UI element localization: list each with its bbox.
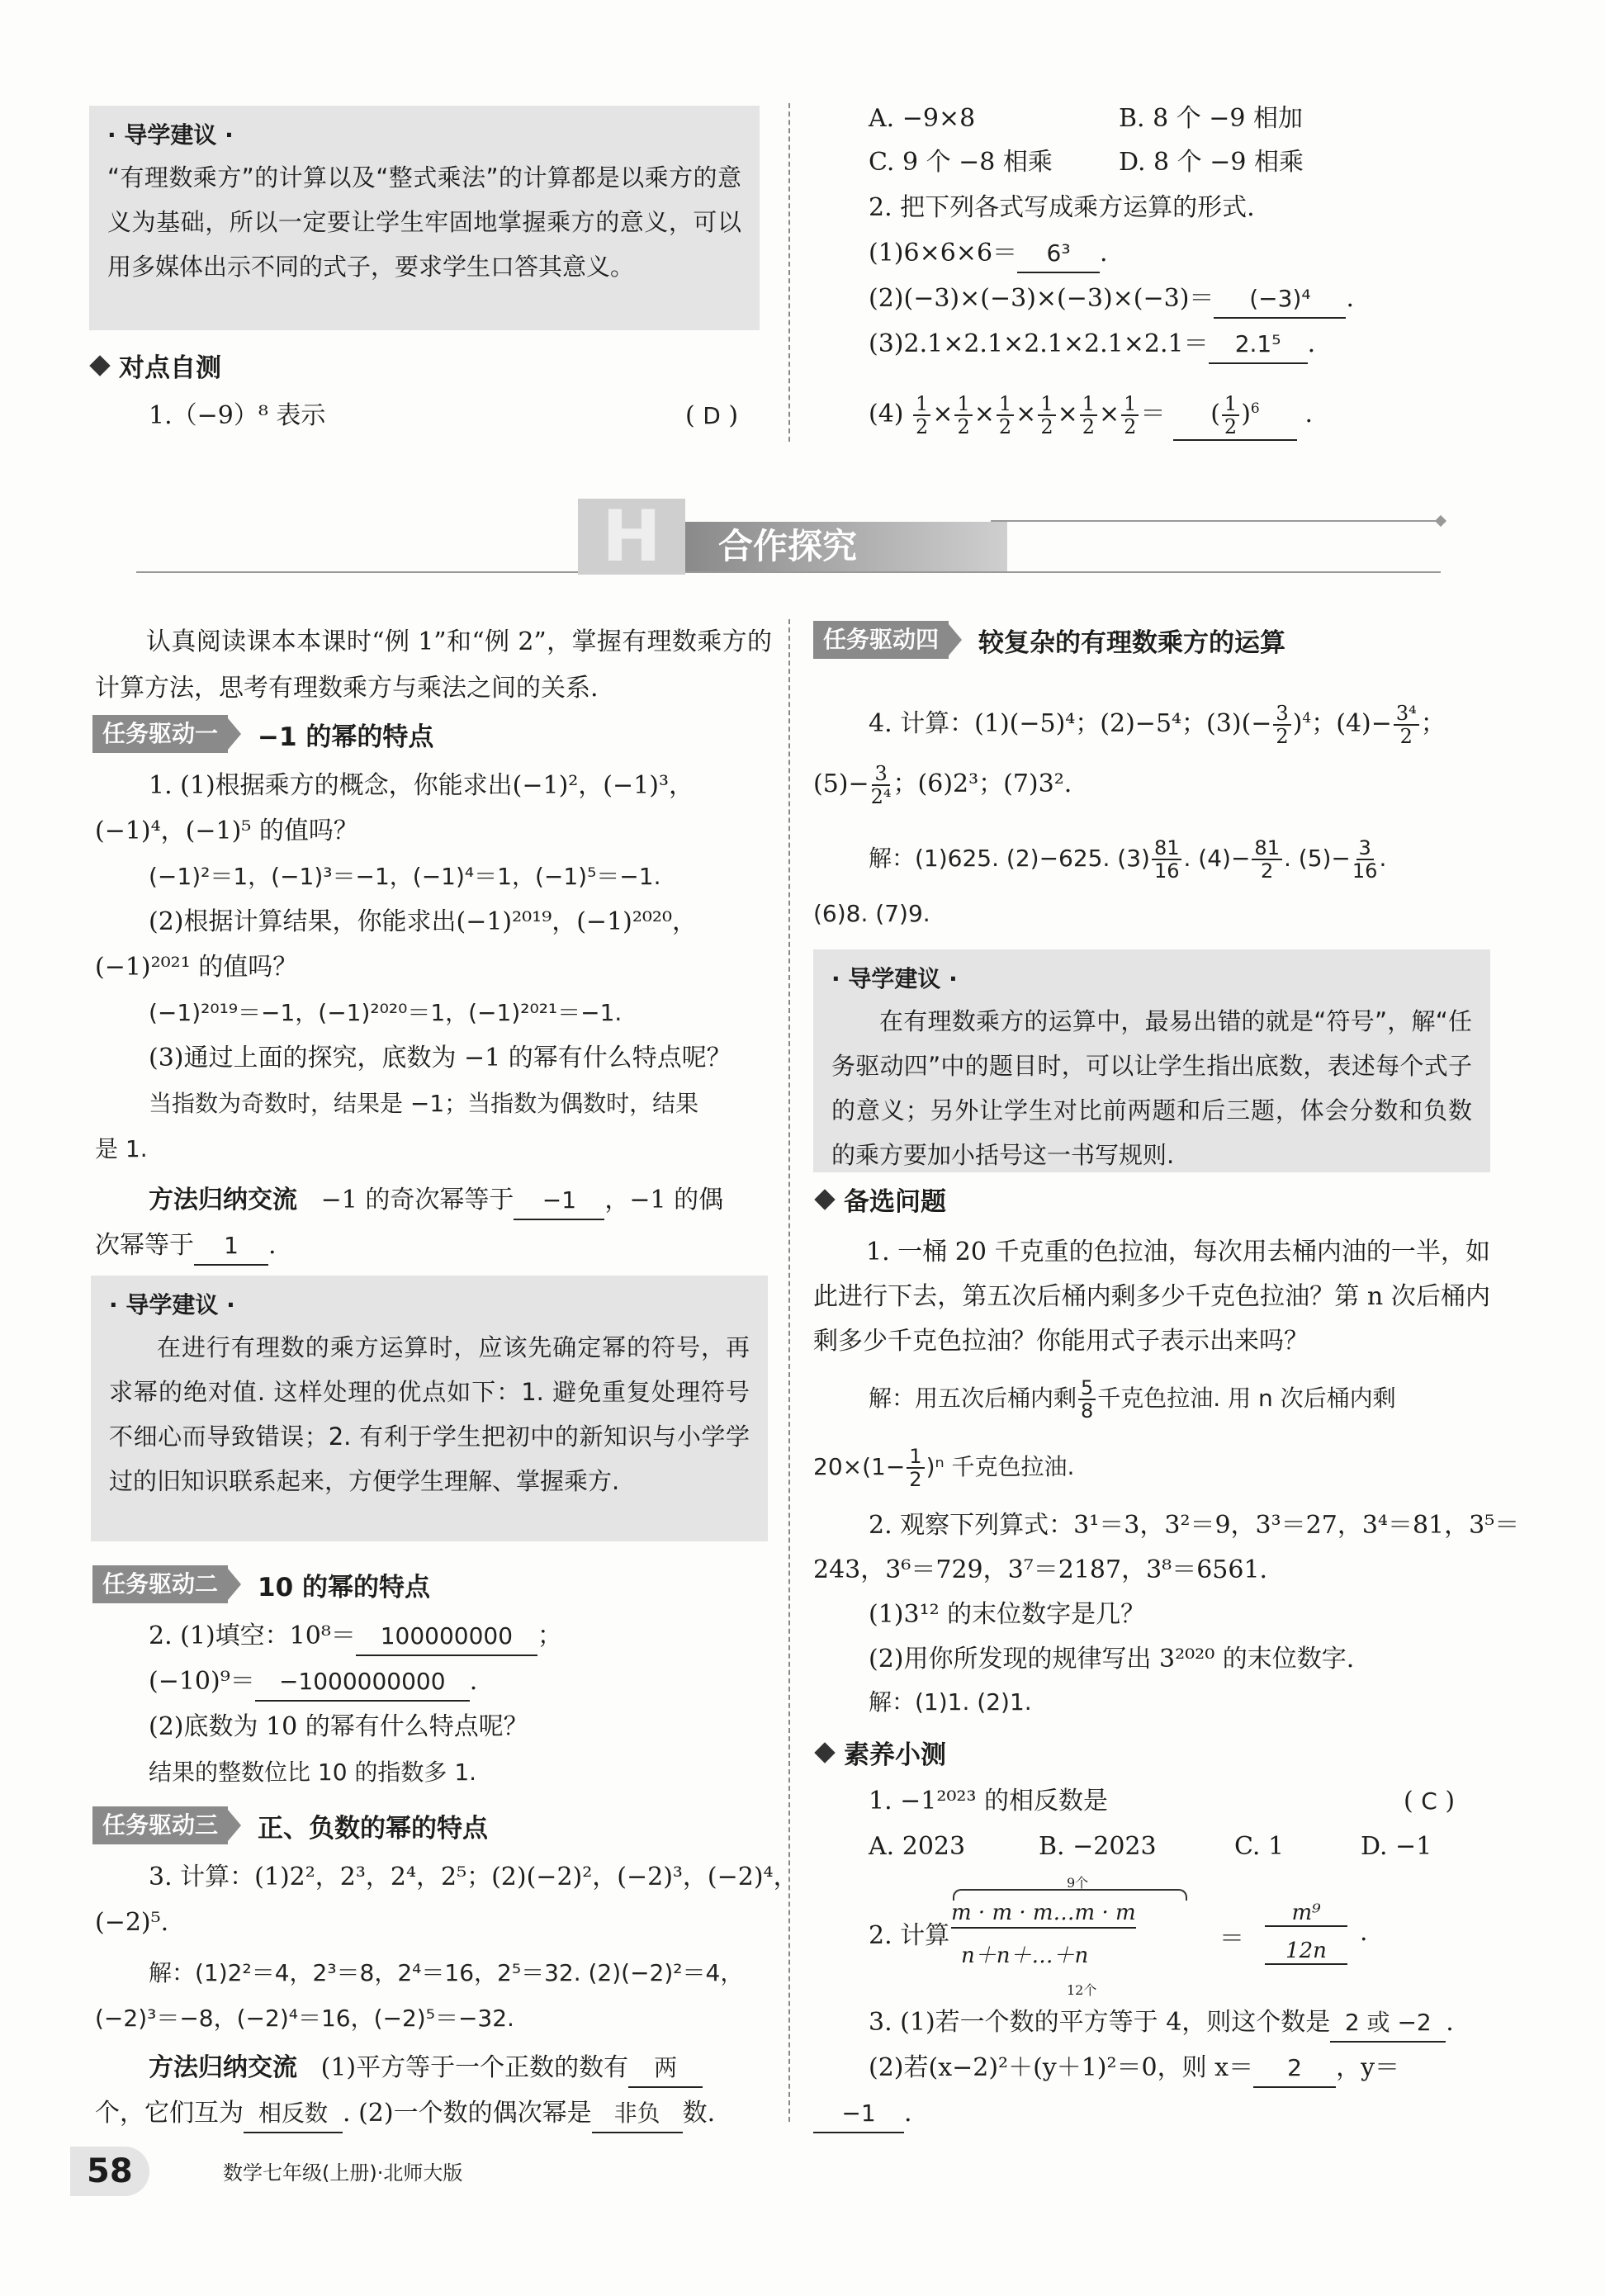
t3-ab: (−2)³＝−8，(−2)⁴＝16，(−2)⁵＝−32. [95, 2005, 514, 2032]
method2: 方法归纳交流 (1)平方等于一个正数的数有 两 [149, 2050, 703, 2088]
t3-a: 解：(1)2²＝4，2³＝8，2⁴＝16，2⁵＝32. (2)(−2)²＝4， [149, 1959, 744, 1986]
self-test-q1-answer: ( D ) [685, 401, 739, 430]
t1-q3: (3)通过上面的探究，底数为 −1 的幂有什么特点呢？ [149, 1044, 731, 1072]
guide-box-top [89, 106, 760, 330]
q2-1: (1)6×6×6＝ 6³ . [869, 235, 1108, 273]
backup-q2: 2. 观察下列算式：3¹＝3，3²＝9，3³＝27，3⁴＝81，3⁵＝ [869, 1511, 1520, 1540]
t2-q1b: (−10)⁹＝ −1000000000 . [149, 1664, 477, 1702]
guide-box-2: · 导学建议 · 在进行有理数的乘方运算时，应该先确定幂的符号，再求幂的绝对值. 这样处理的优点如下：1. 避免重复处理符号不细心而导致错误；2. 有利于学生把初中的新知识与小学学过的旧知识联系起来，方便学生理解、掌握乘方. [91, 1276, 768, 1541]
backup-q1: 1. 一桶 20 千克重的色拉油，每次用去桶内油的一半，如此进行下去，第五次后桶内剩多少千克色拉油？第 n 次后桶内剩多少千克色拉油？你能用式子表示出来吗？ [813, 1238, 1490, 1356]
t1-q1b: (−1)⁴，(−1)⁵ 的值吗？ [95, 817, 358, 845]
guide-title: · 导学建议 · [107, 121, 234, 149]
t2-a2: 结果的整数位比 10 的指数多 1. [149, 1759, 477, 1786]
choice-d: D. 8 个 −9 相乘 [1119, 148, 1304, 177]
backup-heading: 备选问题 [817, 1181, 946, 1218]
choice-a: A. −9×8 [869, 104, 976, 133]
choice-c: C. 9 个 −8 相乘 [869, 148, 1053, 177]
task4-header: 任务驱动四 较复杂的有理数乘方的运算 [813, 621, 1285, 659]
t4-qb: (5)− $\frac{3}{\text{2⁴}}$ ；(6)2³；(7)3². [813, 762, 1072, 808]
t1-a2: (−1)²⁰¹⁹＝−1，(−1)²⁰²⁰＝1，(−1)²⁰²¹＝−1. [149, 999, 623, 1026]
t1-a1: (−1)²＝1，(−1)³＝−1，(−1)⁴＝1，(−1)⁵＝−1. [149, 863, 661, 890]
banner-rule [136, 571, 1441, 573]
task3-header: 任务驱动三 正、负数的幂的特点 [92, 1806, 488, 1844]
column-divider-main [788, 619, 790, 2122]
column-divider-top [788, 103, 790, 442]
banner-title: 合作探究 [685, 522, 1007, 571]
quality-q1-answer: ( C ) [1404, 1787, 1456, 1815]
choice-b: B. 8 个 −9 相加 [1119, 104, 1304, 133]
backup-q2b: 243，3⁶＝729，3⁷＝2187，3⁸＝6561. [813, 1555, 1268, 1584]
t1-q2: (2)根据计算结果，你能求出(−1)²⁰¹⁹，(−1)²⁰²⁰， [149, 907, 697, 936]
q2-4: (4) $\frac{1}{2}$ × $\frac{1}{2}$ × $\frac{1}{2}$ × $\frac{1}{2}$ × $\frac{1}{2}$ × $\frac{1}{2}$ ＝ ( $\frac{1}{2}$ )$^6$ . [869, 384, 1313, 441]
quality-q3-2b: −1 . [813, 2095, 912, 2133]
t1-a3b: 是 1. [95, 1135, 148, 1162]
diamond-icon [814, 1189, 835, 1210]
t3-q: 3. 计算：(1)2²，2³，2⁴，2⁵；(2)(−2)²，(−2)³，(−2)⁴， [149, 1863, 798, 1891]
backup-a1: 解：用五次后桶内剩 $\frac{5}{8}$ 千克色拉油. 用 n 次后桶内剩 [869, 1376, 1396, 1423]
guide-box-3: · 导学建议 · 在有理数乘方的运算中，最易出错的就是“符号”，解“任务驱动四”中的题目时，可以让学生指出底数，表述每个式子的意义；另外让学生对比前两题和后三题，体会分数和负数的乘方要加小括号这一书写规则. [813, 949, 1490, 1172]
quality-q2: 2. 计算 9个 m · m · m…m · m n＋n＋…＋n 12个 ＝ m⁹ 12n . [869, 1875, 1368, 1998]
task2-header: 任务驱动二 10 的幂的特点 [92, 1565, 430, 1603]
q2-3: (3)2.1×2.1×2.1×2.1×2.1＝ 2.1⁵ . [869, 326, 1315, 364]
banner-h-icon: H [578, 499, 685, 575]
q2-2: (2)(−3)×(−3)×(−3)×(−3)＝ (−3)⁴ . [869, 281, 1354, 319]
t3-qb: (−2)⁵. [95, 1908, 169, 1937]
quality-heading: 素养小测 [817, 1734, 946, 1771]
left-intro: 认真阅读课本本课时“例 1”和“例 2”，掌握有理数乘方的计算方法，思考有理数乘方与乘法之间的关系. [95, 627, 772, 703]
quality-q3-2: (2)若(x−2)²＋(y＋1)²＝0，则 x＝ 2 ，y＝ [869, 2050, 1399, 2088]
backup-q2-1: (1)3¹² 的末位数字是几？ [869, 1600, 1146, 1629]
quality-choice-c: C. 1 [1234, 1832, 1285, 1861]
quality-choice-b: B. −2023 [1039, 1832, 1157, 1861]
banner-rule-top [991, 520, 1441, 522]
t4-q: 4. 计算：(1)(−5)⁴；(2)−5⁴；(3)(− $\frac{3}{2}$ )$^4$；(4)− $\frac{\text{3⁴}}{2}$ ； [869, 702, 1446, 748]
q2-title: 2. 把下列各式写成乘方运算的形式. [869, 193, 1255, 222]
t1-q2b: (−1)²⁰²¹ 的值吗？ [95, 953, 298, 982]
quality-choice-a: A. 2023 [869, 1832, 966, 1861]
guide-text: “有理数乘方”的计算以及“整式乘法”的计算都是以乘方的意义为基础，所以一定要让学生牢固地掌握乘方的意义，可以用多媒体出示不同的式子，要求学生口答其意义。 [107, 163, 741, 281]
page-number: 58 [70, 2147, 149, 2196]
backup-a2: 解：(1)1. (2)1. [869, 1688, 1032, 1716]
quality-choice-d: D. −1 [1361, 1832, 1432, 1861]
self-test-heading: 对点自测 [92, 347, 221, 384]
diamond-icon [814, 1742, 835, 1763]
self-test-q1: 1.（−9）⁸ 表示 [149, 401, 326, 430]
t1-a3: 当指数为奇数时，结果是 −1；当指数为偶数时，结果 [149, 1090, 699, 1117]
quality-q1: 1. −1²⁰²³ 的相反数是 [869, 1787, 1109, 1815]
method1: 方法归纳交流 −1 的奇次幂等于 −1 ，−1 的偶 [149, 1182, 723, 1220]
book-title: 数学七年级(上册)·北师大版 [223, 2161, 463, 2185]
method1b: 次幂等于 1 . [95, 1228, 277, 1266]
diamond-icon [89, 355, 110, 376]
t4-ab: (6)8. (7)9. [813, 900, 930, 927]
t2-q2: (2)底数为 10 的幂有什么特点呢？ [149, 1712, 528, 1741]
backup-a1b: 20×(1− $\frac{1}{2}$ )ⁿ 千克色拉油. [813, 1445, 1075, 1491]
method2b: 个，它们互为 相反数 . (2)一个数的偶次幂是 非负 数. [95, 2095, 715, 2133]
t1-q1: 1. (1)根据乘方的概念，你能求出(−1)²，(−1)³， [149, 771, 694, 800]
t2-q1: 2. (1)填空：10⁸＝ 100000000 ； [149, 1618, 562, 1656]
task1-header: 任务驱动一 −1 的幂的特点 [92, 715, 433, 753]
backup-q2-2: (2)用你所发现的规律写出 3²⁰²⁰ 的末位数字. [869, 1645, 1355, 1673]
t4-a: 解：(1)625. (2)−625. (3) $\frac{81}{16}$ . (4)− $\frac{81}{2}$ . (5)− $\frac{3}{16}$ . [869, 836, 1387, 883]
quality-q3-1: 3. (1)若一个数的平方等于 4，则这个数是 2 或 −2 . [869, 2005, 1454, 2043]
